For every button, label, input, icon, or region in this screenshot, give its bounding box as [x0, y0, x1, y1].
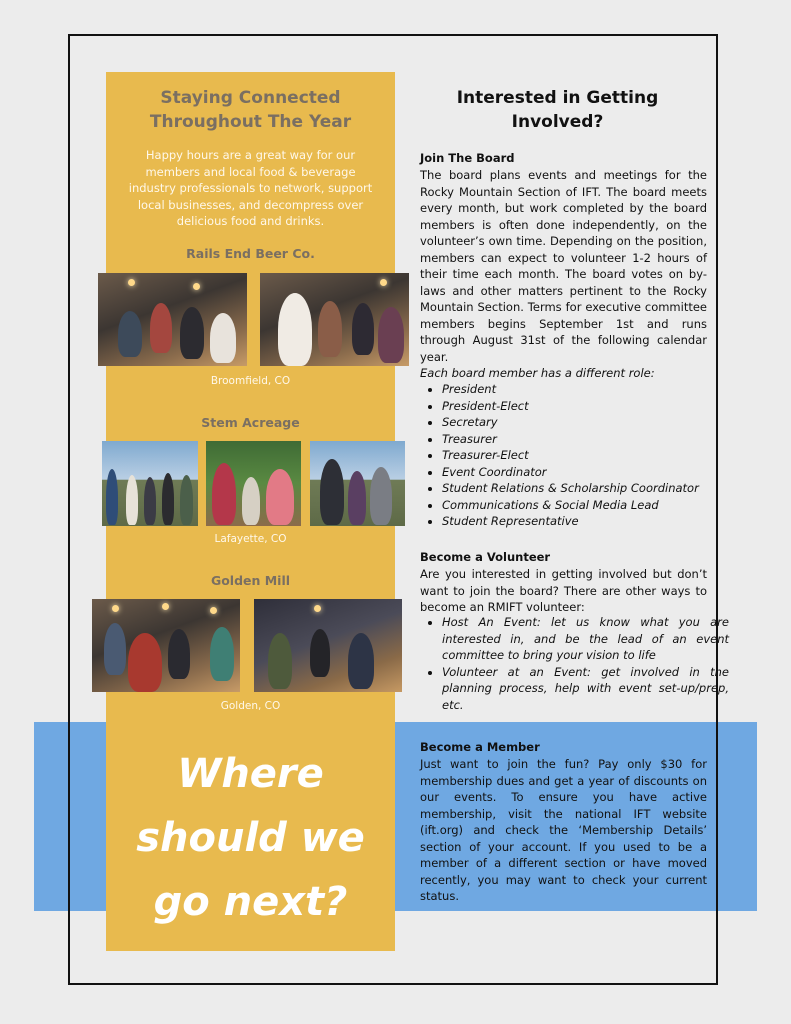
volunteer-heading: Become a Volunteer [420, 550, 551, 564]
photo-stem-acreage-1 [102, 441, 198, 526]
photo-stem-acreage-2 [206, 441, 301, 526]
venue-city-golden-mill: Golden, CO [220, 700, 281, 712]
volunteer-body: Are you interested in getting involved but don’t want to join the board? There are other ways to become an RMIFT volunteer: [420, 567, 707, 614]
role-item: • Student Relations & Scholarship Coordinator [442, 480, 727, 497]
join-board-heading: Join The Board [420, 151, 515, 165]
left-title: Staying Connected Throughout The Year [149, 88, 352, 132]
role-item: • President [442, 381, 727, 398]
role-item: • Treasurer [442, 431, 727, 448]
photo-rails-end-2 [260, 273, 409, 366]
photo-rails-end-1 [98, 273, 247, 366]
member-heading: Become a Member [420, 740, 540, 754]
callout-where-next: Where should we go next? [136, 751, 365, 925]
role-item: • Treasurer-Elect [442, 447, 727, 464]
photo-stem-acreage-3 [310, 441, 405, 526]
venue-name-stem-acreage: Stem Acreage [201, 415, 300, 430]
venue-city-rails-end: Broomfield, CO [210, 375, 291, 387]
left-intro: Happy hours are a great way for our members and local food & beverage industry professionals to network, support local businesses, and decompress over delicious food and drinks. [128, 148, 373, 228]
roles-intro: Each board member has a different role: [420, 366, 655, 380]
role-item: • President-Elect [442, 398, 727, 415]
roles-list [420, 381, 727, 530]
volunteer-item: • Host An Event: let us know what you are interested in, and be the lead of an event committee to bring your vision to life [442, 614, 729, 664]
photo-golden-mill-1 [92, 599, 240, 692]
join-board-body: The board plans events and meetings for the Rocky Mountain Section of IFT. The board meets every month, but work completed by the board members is often done independently, on the volunteer’s own time. Depending on the position, members can expect to volunteer 1-2 hours of their time each month. The board votes on by-laws and other matters pertinent to the Rocky Mountain Section. Terms for executive committee members begins September 1st and runs through August 31st of the following calendar year. [420, 168, 707, 364]
role-item: • Event Coordinator [442, 464, 727, 481]
role-item: • Communications & Social Media Lead [442, 497, 727, 514]
venue-name-rails-end: Rails End Beer Co. [186, 246, 315, 261]
volunteer-list [420, 614, 729, 713]
right-title: Interested in Getting Involved? [456, 88, 659, 132]
member-body: Just want to join the fun? Pay only $30 for membership dues and get a year of discounts on our events. To ensure you have active membership, visit the national IFT website (ift.org) and check the ‘Membership Details’ section of your account. If you used to be a member of a different section or have moved recently, you may want to check your current status. [420, 757, 707, 903]
photo-golden-mill-2 [254, 599, 402, 692]
venue-city-stem-acreage: Lafayette, CO [214, 533, 287, 545]
role-item: • Student Representative [442, 513, 727, 530]
venue-name-golden-mill: Golden Mill [210, 573, 291, 588]
role-item: • Secretary [442, 414, 727, 431]
volunteer-item: • Volunteer at an Event: get involved in the planning process, help with event set-up/prep, etc. [442, 664, 729, 714]
